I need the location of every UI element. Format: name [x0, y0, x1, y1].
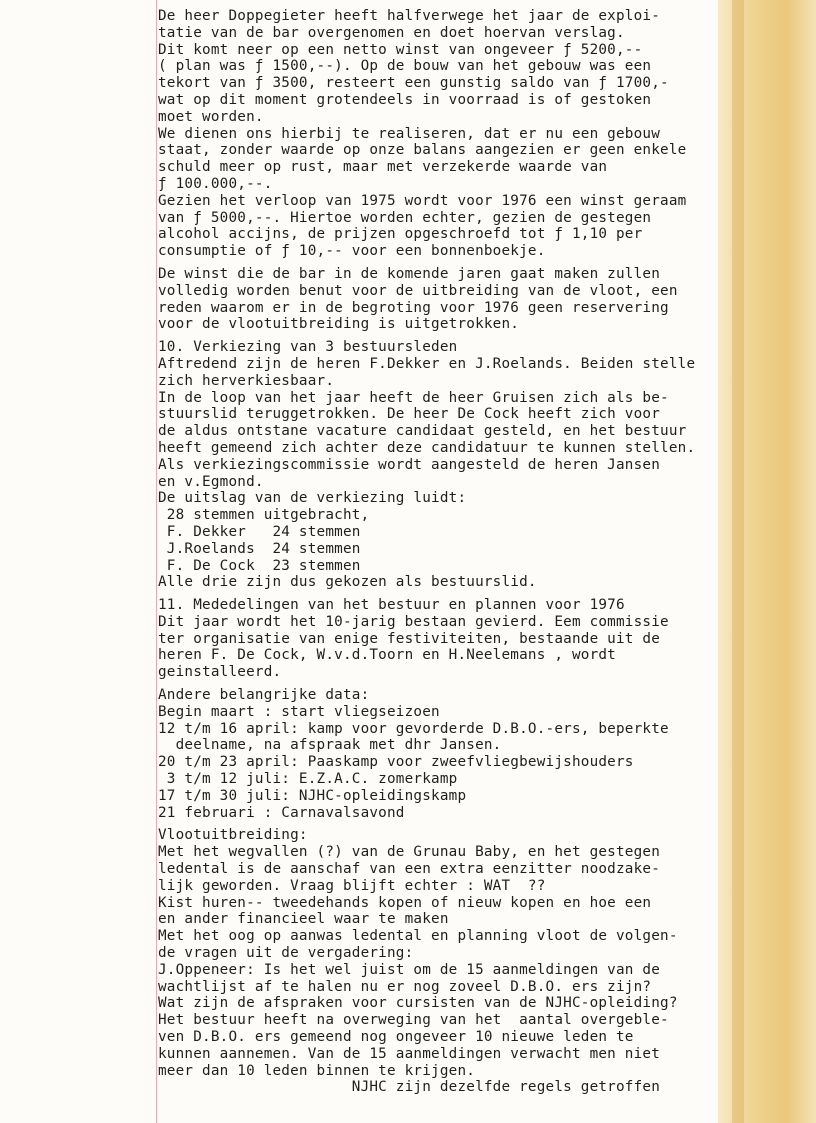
text-line: Dit komt neer op een netto winst van ongeveer ƒ 5200,--	[158, 41, 643, 58]
text-line: J.Oppeneer: Is het wel juist om de 15 aanmeldingen van de	[158, 961, 661, 978]
text-line: kunnen aannemen. Van de 15 aanmeldingen verwacht men niet	[158, 1045, 661, 1062]
text-line: De uitslag van de verkiezing luidt:	[158, 490, 467, 507]
text-line: tatie van de bar overgenomen en doet hoervan verslag.	[158, 24, 625, 41]
text-line: 12 t/m 16 april: kamp voor gevorderde D.B.O.-ers, beperkte	[158, 720, 669, 737]
text-line: F. Dekker 24 stemmen	[158, 523, 361, 540]
text-line: schuld meer op rust, maar met verzekerde waarde van	[158, 159, 608, 176]
typewritten-text	[158, 8, 758, 1096]
text-line: Dit jaar wordt het 10-jarig bestaan gevierd. Eem commissie	[158, 613, 669, 630]
text-line: Kist huren-- tweedehands kopen of nieuw kopen en hoe een	[158, 894, 652, 911]
text-line: 11. Mededelingen van het bestuur en plannen voor 1976	[158, 597, 625, 614]
text-line: wachtlijst af te halen nu er nog zoveel D.B.O. ers zijn?	[158, 978, 652, 995]
text-line: reden waarom er in de begroting voor 1976 geen reservering	[158, 299, 669, 316]
text-line: en ander financieel waar te maken	[158, 911, 449, 928]
text-line: Met het wegvallen (?) van de Grunau Baby, en het gestegen	[158, 844, 661, 861]
text-line: ven D.B.O. ers gemeend nog ongeveer 10 nieuwe leden te	[158, 1029, 634, 1046]
text-line: F. De Cock 23 stemmen	[158, 557, 361, 574]
text-line: en v.Egmond.	[158, 473, 264, 490]
text-line: De heer Doppegieter heeft halfverwege het jaar de exploi-	[158, 8, 661, 24]
text-line: deelname, na afspraak met dhr Jansen.	[158, 737, 502, 754]
text-line: Alle drie zijn dus gekozen als bestuurslid.	[158, 574, 537, 591]
text-line: Wat zijn de afspraken voor cursisten van de NJHC-opleiding?	[158, 995, 678, 1012]
text-line: tekort van ƒ 3500, resteert een gunstig saldo van ƒ 1700,-	[158, 75, 669, 92]
text-line: ter organisatie van enige festiviteiten, bestaande uit de	[158, 630, 661, 647]
text-line: moet worden.	[158, 108, 264, 125]
text-line: Als verkiezingscommissie wordt aangesteld de heren Jansen	[158, 456, 661, 473]
text-line: consumptie of ƒ 10,-- voor een bonnenboekje.	[158, 243, 546, 260]
text-line: wat op dit moment grotendeels in voorraad is of gestoken	[158, 91, 652, 108]
text-line: We dienen ons hierbij te realiseren, dat er nu een gebouw	[158, 125, 661, 142]
margin-rule	[156, 0, 157, 1123]
text-line: stuurslid teruggetrokken. De heer De Cock heeft zich voor	[158, 406, 661, 423]
text-line: de aldus ontstane vacature candidaat gesteld, en het bestuur	[158, 423, 687, 440]
text-line: alcohol accijns, de prijzen opgeschroefd tot ƒ 1,10 per	[158, 226, 643, 243]
text-line: 10. Verkiezing van 3 bestuursleden	[158, 339, 458, 356]
text-line: 3 t/m 12 juli: E.Z.A.C. zomerkamp	[158, 771, 458, 788]
text-line: ledental is de aanschaf van een extra eenzitter noodzake-	[158, 861, 661, 878]
text-line: lijk geworden. Vraag blijft echter : WAT ??	[158, 877, 546, 894]
text-line: 28 stemmen uitgebracht,	[158, 507, 370, 524]
text-line: Vlootuitbreiding:	[158, 827, 308, 844]
text-line: De winst die de bar in de komende jaren gaat maken zullen	[158, 265, 661, 282]
text-line: heren F. De Cock, W.v.d.Toorn en H.Neelemans , wordt	[158, 647, 616, 664]
text-line: voor de vlootuitbreiding is uitgetrokken.	[158, 316, 520, 333]
text-line: heeft gemeend zich achter deze candidatuur te kunnen stellen.	[158, 439, 696, 456]
text-line: ( plan was ƒ 1500,--). Op de bouw van het gebouw was een	[158, 58, 652, 75]
text-line: geinstalleerd.	[158, 664, 282, 681]
text-line: staat, zonder waarde op onze balans aangezien er geen enkele	[158, 142, 687, 159]
text-line: Gezien het verloop van 1975 wordt voor 1976 een winst geraam	[158, 192, 687, 209]
text-line: de vragen uit de vergadering:	[158, 945, 414, 962]
text-line: Het bestuur heeft na overweging van het aantal overgeble-	[158, 1012, 669, 1029]
text-line: J.Roelands 24 stemmen	[158, 540, 361, 557]
text-line: meer dan 10 leden binnen te krijgen.	[158, 1062, 476, 1079]
text-line: Andere belangrijke data:	[158, 687, 370, 704]
text-line: van ƒ 5000,--. Hiertoe worden echter, gezien de gestegen	[158, 209, 652, 226]
text-line: 21 februari : Carnavalsavond	[158, 804, 405, 821]
text-line: zich herverkiesbaar.	[158, 372, 335, 389]
text-line: In de loop van het jaar heeft de heer Gruisen zich als be-	[158, 389, 669, 406]
text-line: 17 t/m 30 juli: NJHC-opleidingskamp	[158, 787, 467, 804]
text-line: Aftredend zijn de heren F.Dekker en J.Roelands. Beiden stelle	[158, 355, 696, 372]
text-line: Begin maart : start vliegseizoen	[158, 703, 440, 720]
text-line: NJHC zijn dezelfde regels getroffen	[158, 1079, 661, 1096]
text-line: ƒ 100.000,--.	[158, 175, 273, 192]
text-line: 20 t/m 23 april: Paaskamp voor zweefvliegbewijshouders	[158, 754, 634, 771]
text-line: volledig worden benut voor de uitbreiding van de vloot, een	[158, 282, 678, 299]
text-line: Met het oog op aanwas ledental en planning vloot de volgen-	[158, 928, 678, 945]
